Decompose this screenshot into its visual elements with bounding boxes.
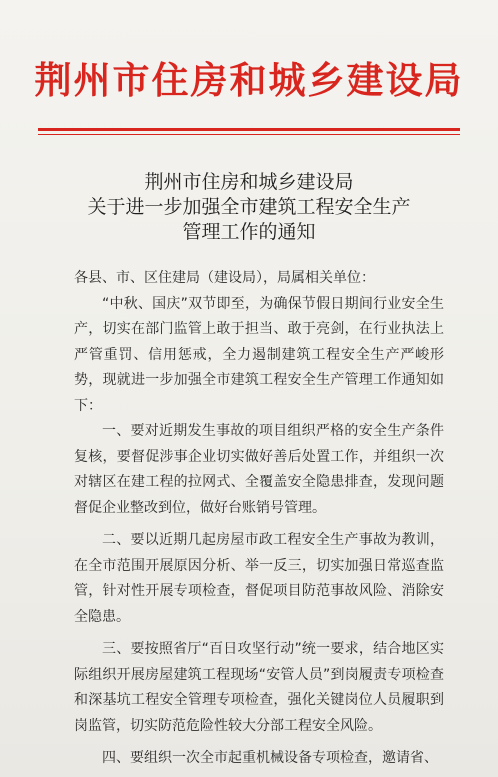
- title-line-3: 管理工作的通知: [182, 221, 316, 243]
- title-line-1: 荆州市住房和城乡建设局: [144, 171, 354, 193]
- letterhead-red-rule: [38, 128, 460, 131]
- item-2-paragraph: 二、要以近期几起房屋市政工程安全生产事故为教训，在全市范围开展原因分析、举一反三，切实加强日常巡查监管，针对性开展专项检查，督促项目防范事故风险、消除安全隐患。: [74, 532, 444, 625]
- item-4-paragraph: 四、要组织一次全市起重机械设备专项检查，邀请省、: [102, 750, 438, 766]
- document-body: [74, 266, 444, 772]
- item-1-paragraph: 一、要对近期发生事故的项目组织严格的安全生产条件复核，要督促涉事企业切实做好善后处置工作，并组织一次对辖区在建工程的拉网式、全覆盖安全隐患排查，发现问题督促企业整改到位，做好台账销号管理。: [74, 423, 444, 516]
- agency-letterhead: 荆州市住房和城乡建设局: [34, 58, 464, 102]
- salutation: 各县、市、区住建局（建设局），局属相关单位：: [74, 270, 375, 286]
- document-title: [0, 170, 498, 245]
- item-3-paragraph: 三、要按照省厅“百日攻坚行动”统一要求，结合地区实际组织开展房屋建筑工程现场“安管人员”到岗履责专项检查和深基坑工程安全管理专项检查，强化关键岗位人员履职到岗监管，切实防范危险性较大分部工程安全风险。: [74, 641, 444, 734]
- intro-paragraph: “中秋、国庆”双节即至，为确保节假日期间行业安全生产，切实在部门监管上敢于担当、敢于亮剑，在行业执法上严管重罚、信用惩戒，全力遏制建筑工程安全生产严峻形势，现就进一步加强全市建筑工程安全生产管理工作通知如下：: [74, 295, 444, 414]
- letterhead-red-rule-thin: [38, 134, 460, 135]
- title-line-2: 关于进一步加强全市建筑工程安全生产: [87, 196, 411, 218]
